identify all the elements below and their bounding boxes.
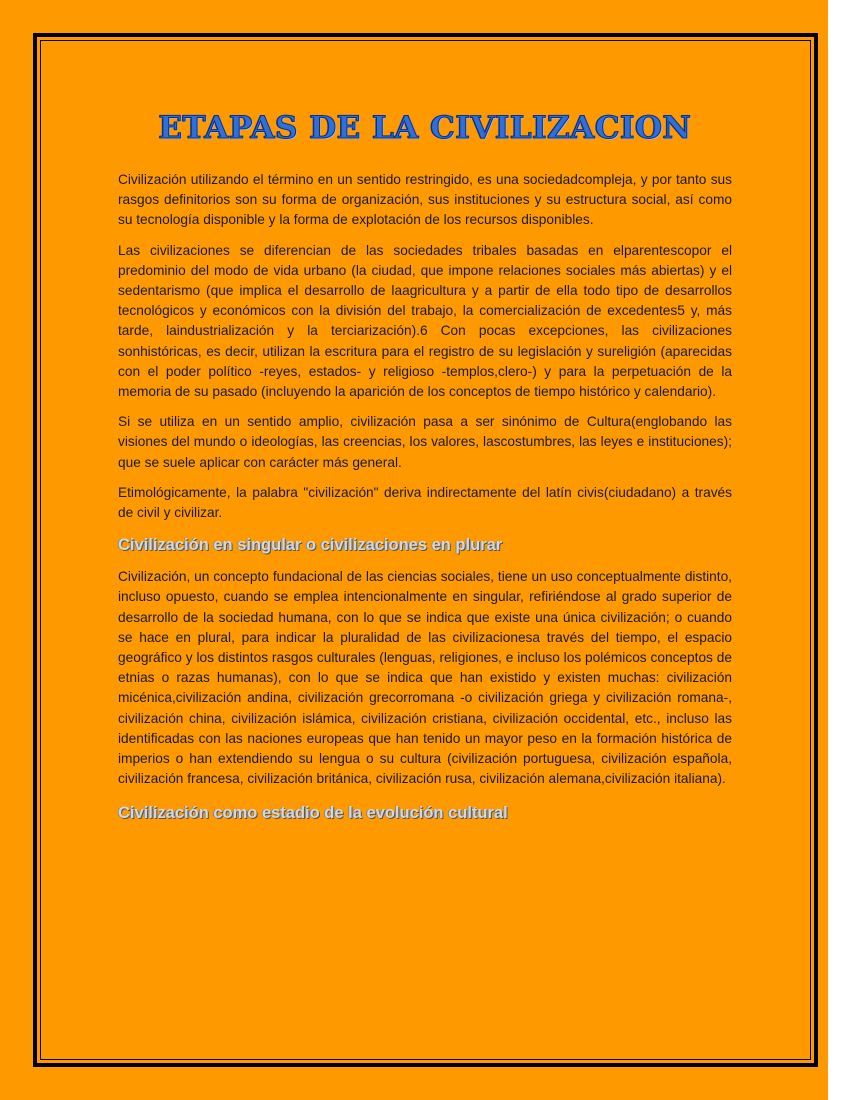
document-body bbox=[118, 170, 732, 835]
paragraph-intro: Civilización utilizando el término en un sentido restringido, es una sociedadcompleja, y por tanto sus rasgos definitorios son su forma de organización, sus instituciones y su estructura social, así como su tecnología disponible y la forma de explotación de los recursos disponibles. bbox=[118, 172, 732, 228]
paragraph-differences: Las civilizaciones se diferencian de las sociedades tribales basadas en elparentescopor el predominio del modo de vida urbano (la ciudad, que impone relaciones sociales más abiertas) y el sedentarismo (que implica el desarrollo de laagricultura y a partir de ella todo tipo de desarrollos tecnológicos y económicos con la división del trabajo, la comercialización de excedentes5 y, más tarde, laindustrialización y la terciarización).6 Con pocas excepciones, las civilizaciones sonhistóricas, es decir, utilizan la escritura para el registro de su legislación y sureligión (aparecidas con el poder político -reyes, estados- y religioso -templos,clero-) y para la perpetuación de la memoria de su pasado (incluyendo la aparición de los conceptos de tiempo histórico y calendario). bbox=[118, 242, 732, 400]
paragraph-broad-sense: Si se utiliza en un sentido amplio, civilización pasa a ser sinónimo de Cultura(englobando las visiones del mundo o ideologías, las creencias, los valores, lascostumbres, las leyes e instituciones); que se suele aplicar con carácter más general. bbox=[118, 414, 732, 470]
section-heading-singular-plural: Civilización en singular o civilizaciones en plurar bbox=[118, 536, 503, 555]
paragraph-etymology: Etimológicamente, la palabra "civilización" deriva indirectamente del latín civis(ciudadano) a través de civil y civilizar. bbox=[118, 484, 732, 521]
document-title: ETAPAS DE LA CIVILIZACION bbox=[158, 110, 692, 146]
section-heading-cultural-evolution: Civilización como estadio de la evolución cultural bbox=[118, 804, 508, 823]
paragraph-singular-plural: Civilización, un concepto fundacional de las ciencias sociales, tiene un uso conceptualmente distinto, incluso opuesto, cuando se emplea intencionalmente en singular, refiriéndose al grado superior de desarrollo de la sociedad humana, con lo que se indica que existe una única civilización; o cuando se hace en plural, para indicar la pluralidad de las civilizacionesa través del tiempo, el espacio geográfico y los distintos rasgos culturales (lenguas, religiones, e incluso los polémicos conceptos de etnias o razas humanas), con lo que se indica que han existido y existen muchas: civilización micénica,civilización andina, civilización grecorromana -o civilización griega y civilización romana-, civilización china, civilización islámica, civilización cristiana, civilización occidental, etc., incluso las identificadas con las naciones europeas que han tenido un mayor peso en la formación histórica de imperios o han extendiendo su lengua o su cultura (civilización portuguesa, civilización española, civilización francesa, civilización británica, civilización rusa, civilización alemana,civilización italiana). bbox=[118, 569, 732, 787]
